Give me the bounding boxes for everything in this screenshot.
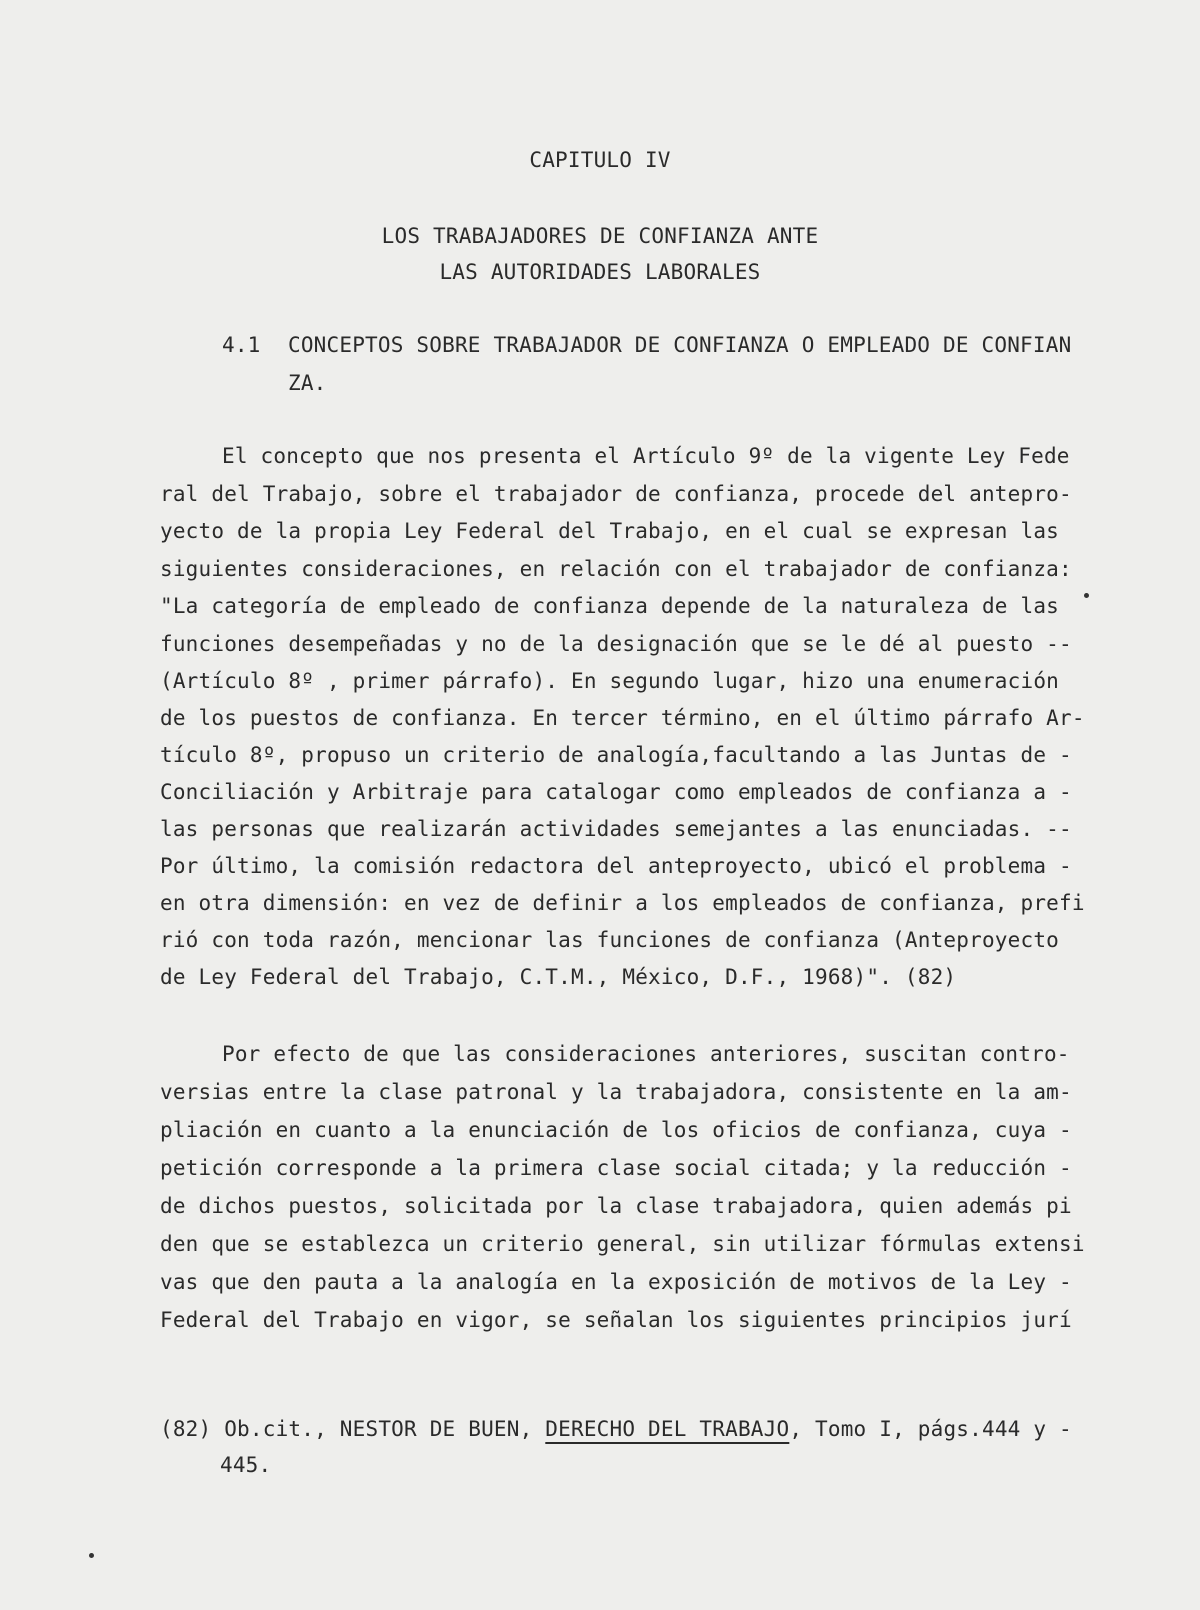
paragraph-line: Por efecto de que las consideraciones anteriores, suscitan contro- [222,1042,1070,1066]
paragraph-line: El concepto que nos presenta el Artículo 9º de la vigente Ley Fede [222,444,1070,468]
section-title-line-1: LOS TRABAJADORES DE CONFIANZA ANTE [381,224,819,248]
paragraph-line: siguientes consideraciones, en relación con el trabajador de confianza: [160,557,1072,581]
subsection-number: 4.1 [222,333,261,357]
paragraph-line: versias entre la clase patronal y la trabajadora, consistente en la am- [160,1080,1072,1104]
paragraph-line: funciones desempeñadas y no de la designación que se le dé al puesto -- [160,632,1072,656]
paragraph-line: (Artículo 8º , primer párrafo). En segundo lugar, hizo una enumeración [160,669,1060,693]
paragraph-line: ral del Trabajo, sobre el trabajador de confianza, procede del antepro- [160,482,1072,506]
paragraph-line: Conciliación y Arbitraje para catalogar como empleados de confianza a - [160,780,1072,804]
footnote-book-title: DERECHO DEL TRABAJO [545,1417,790,1441]
paragraph-line: pliación en cuanto a la enunciación de los oficios de confianza, cuya - [160,1118,1072,1142]
paragraph-line: en otra dimensión: en vez de definir a los empleados de confianza, prefi [160,891,1085,915]
footnote-line-2: 445. [220,1453,272,1477]
paragraph-line: "La categoría de empleado de confianza depende de la naturaleza de las [160,594,1060,618]
speck-mark [89,1553,94,1558]
footnote-prefix: (82) Ob.cit., NESTOR DE BUEN, [160,1417,546,1441]
paragraph-line: de dichos puestos, solicitada por la clase trabajadora, quien además pi [160,1194,1072,1218]
section-title-line-2: LAS AUTORIDADES LABORALES [439,260,761,284]
paragraph-line: tículo 8º, propuso un criterio de analogía,facultando a las Juntas de - [160,743,1072,767]
paragraph-line: petición corresponde a la primera clase social citada; y la reducción - [160,1156,1072,1180]
chapter-title: CAPITULO IV [529,148,671,172]
subsection-title-line-1: CONCEPTOS SOBRE TRABAJADOR DE CONFIANZA O EMPLEADO DE CONFIAN [288,333,1072,357]
footnote-line-1 [160,1415,1072,1443]
paragraph-line: den que se establezca un criterio general, sin utilizar fórmulas extensi [160,1232,1085,1256]
paragraph-line: rió con toda razón, mencionar las funciones de confianza (Anteproyecto [160,928,1060,952]
footnote-suffix: , Tomo I, págs.444 y - [789,1417,1072,1441]
speck-mark [1084,593,1089,598]
paragraph-line: de Ley Federal del Trabajo, C.T.M., México, D.F., 1968)". (82) [160,965,957,989]
paragraph-line: de los puestos de confianza. En tercer término, en el último párrafo Ar- [160,706,1085,730]
paragraph-line: Federal del Trabajo en vigor, se señalan los siguientes principios jurí [160,1308,1072,1332]
paragraph-line: vas que den pauta a la analogía en la exposición de motivos de la Ley - [160,1270,1072,1294]
paragraph-line: yecto de la propia Ley Federal del Trabajo, en el cual se expresan las [160,519,1060,543]
paragraph-line: las personas que realizarán actividades semejantes a las enunciadas. -- [160,817,1072,841]
subsection-title-line-2: ZA. [288,371,327,395]
paragraph-line: Por último, la comisión redactora del anteproyecto, ubicó el problema - [160,854,1072,878]
